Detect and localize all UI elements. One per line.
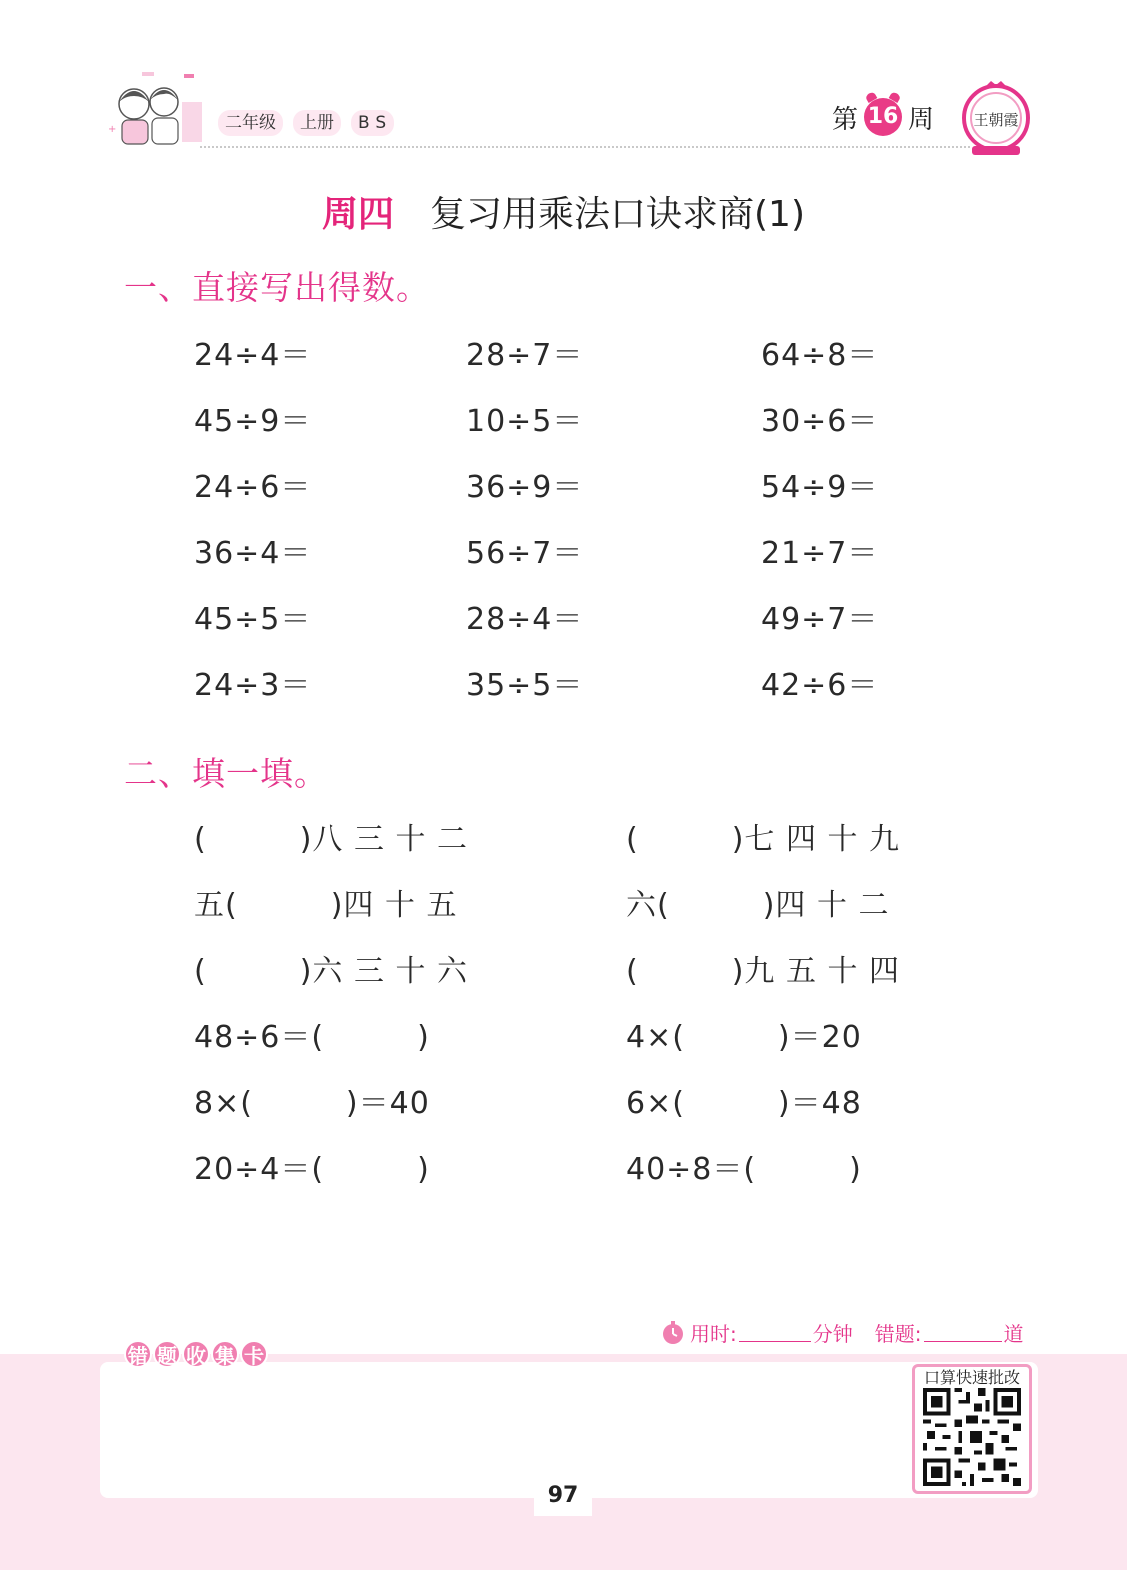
- page-number: 97: [534, 1474, 592, 1516]
- exercise-item: 30÷6＝: [761, 404, 879, 439]
- qr-label: 口算快速批改: [924, 1368, 1021, 1387]
- fill-item: 8×( )＝40: [194, 1086, 430, 1121]
- week-number-alarm-clock: 16: [864, 98, 902, 136]
- exercise-item: 28÷7＝: [466, 338, 584, 373]
- errors-blank[interactable]: [924, 1324, 1002, 1342]
- card-title-char: 题: [153, 1340, 181, 1368]
- exercise-item: 36÷4＝: [194, 536, 312, 571]
- week-indicator: [832, 98, 934, 136]
- time-blank[interactable]: [739, 1324, 811, 1342]
- errors-label: 错题:: [874, 1322, 922, 1346]
- fill-item: ( )八 三 十 二: [194, 822, 469, 857]
- week-prefix: 第: [832, 104, 859, 135]
- header-divider: [200, 146, 970, 148]
- title-topic: 复习用乘法口诀求商(1): [430, 194, 805, 235]
- time-unit: 分钟: [812, 1322, 853, 1346]
- fill-item: ( )九 五 十 四: [626, 954, 901, 989]
- exercise-item: 10÷5＝: [466, 404, 584, 439]
- exercise-item: 24÷4＝: [194, 338, 312, 373]
- card-title-char: 集: [211, 1340, 239, 1368]
- exercise-item: 54÷9＝: [761, 470, 879, 505]
- exercise-item: 42÷6＝: [761, 668, 879, 703]
- book-info-tags: [218, 110, 394, 136]
- time-label: 用时:: [690, 1322, 737, 1346]
- exercise-item: 45÷5＝: [194, 602, 312, 637]
- time-and-errors-record: [660, 1318, 1024, 1347]
- fill-item: 六( )四 十 二: [626, 888, 890, 923]
- fill-item: ( )六 三 十 六: [194, 954, 469, 989]
- page-title: [0, 186, 1127, 237]
- exercise-item: 64÷8＝: [761, 338, 879, 373]
- title-day: 周四: [321, 194, 394, 235]
- author-seal-logo: [960, 80, 1032, 158]
- fill-item: ( )七 四 十 九: [626, 822, 901, 857]
- svg-text:+: +: [108, 124, 117, 135]
- fill-item: 6×( )＝48: [626, 1086, 862, 1121]
- grade-tag: 二年级: [218, 110, 283, 136]
- section2-heading: 二、填一填。: [124, 754, 328, 793]
- fill-item: 48÷6＝( ): [194, 1020, 430, 1055]
- qr-code-image[interactable]: [923, 1388, 1021, 1486]
- card-title-char: 错: [124, 1340, 152, 1368]
- kids-illustration-logo: [104, 72, 208, 158]
- stopwatch-icon: [660, 1320, 686, 1346]
- seal-text: 王朝霞: [973, 111, 1019, 129]
- exercise-item: 45÷9＝: [194, 404, 312, 439]
- fill-item: 五( )四 十 五: [194, 888, 458, 923]
- exercise-item: 56÷7＝: [466, 536, 584, 571]
- errors-unit: 道: [1003, 1322, 1024, 1346]
- card-title-char: 收: [182, 1340, 210, 1368]
- exercise-item: 24÷3＝: [194, 668, 312, 703]
- fill-item: 40÷8＝( ): [626, 1152, 862, 1187]
- volume-tag: 上册: [293, 110, 341, 136]
- exercise-item: 24÷6＝: [194, 470, 312, 505]
- exercise-item: 35÷5＝: [466, 668, 584, 703]
- section1-heading: 一、直接写出得数。: [124, 268, 430, 307]
- error-collection-card-title: [124, 1340, 268, 1368]
- exercise-item: 28÷4＝: [466, 602, 584, 637]
- fill-item: 20÷4＝( ): [194, 1152, 430, 1187]
- exercise-item: 49÷7＝: [761, 602, 879, 637]
- fill-item: 4×( )＝20: [626, 1020, 862, 1055]
- card-title-char: 卡: [240, 1340, 268, 1368]
- week-suffix: 周: [908, 104, 935, 135]
- edition-tag: BS: [351, 110, 394, 136]
- exercise-item: 21÷7＝: [761, 536, 879, 571]
- exercise-item: 36÷9＝: [466, 470, 584, 505]
